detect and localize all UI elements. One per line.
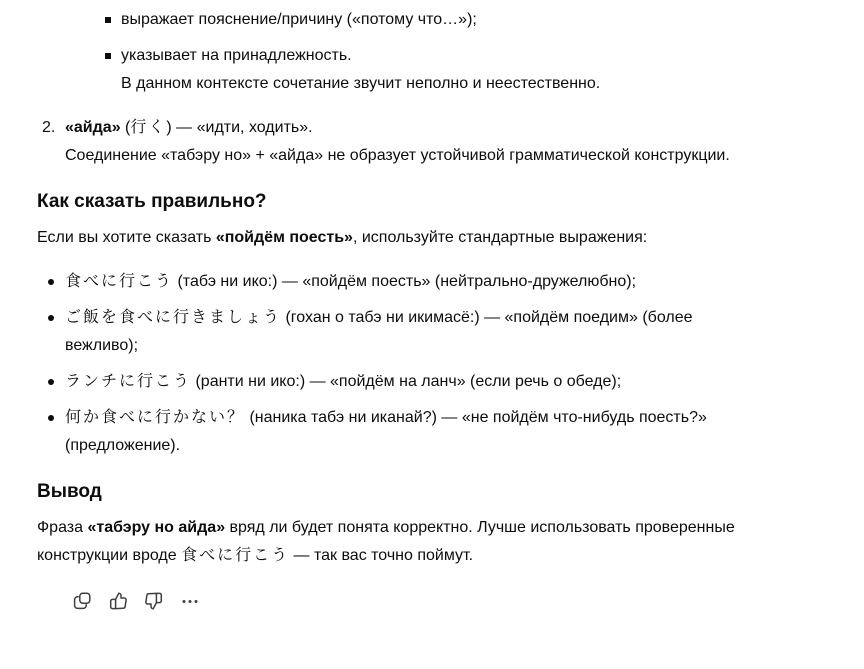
text-segment: вряд ли будет понята корректно. Лучше использовать проверенные конструкции вроде [37,519,735,564]
text-segment: 食べに行こう [65,273,174,290]
conclusion-paragraph [37,514,763,570]
text-segment: 何か食べに行かない？ [65,409,246,426]
list-item [105,6,763,34]
list-item [48,304,763,360]
list-item-body [65,114,763,170]
text-segment: ランチに行こう [65,373,192,390]
list-item-text [65,273,636,290]
text-segment: «табэру но айда» [87,519,226,536]
text-segment: указывает на принадлежность. [121,47,352,64]
text-segment: (табэ ни ико:) — «пойдём поесть» (нейтрально-дружелюбно); [173,273,637,290]
intro-paragraph [37,224,763,252]
section-heading-conclusion: Вывод [37,481,102,502]
text-segment: Соединение «табэру но» + «айда» не образует устойчивой грамматической конструкции. [65,147,730,164]
text-segment: , используйте стандартные выражения: [352,229,648,246]
thumbs-down-icon [143,590,165,612]
list-item [105,42,763,98]
list-item [48,368,763,396]
list-item-continuation [121,70,763,98]
text-segment: 行く [130,119,167,136]
thumbs-down-button[interactable] [139,586,169,616]
thumbs-up-icon [107,590,129,612]
sub-bullet-list [37,6,763,98]
copy-icon [71,590,93,612]
text-segment: В данном контексте сочетание звучит неполно и неестественно. [121,75,601,92]
section-heading-how-to-say: Как сказать правильно? [37,191,267,212]
list-item [48,404,763,460]
copy-button[interactable] [67,586,97,616]
list-item-text [121,11,477,28]
text-segment: ご飯を食べに行きましょう [65,309,282,326]
text-segment: 食べに行こう [181,547,290,564]
list-item-text [121,42,763,70]
message-action-bar [67,586,763,616]
text-segment: ) — «идти, ходить». [166,119,313,136]
list-item-text [65,114,763,142]
text-segment: «айда» [65,119,121,136]
list-item-text [65,309,693,354]
list-number: 2. [42,119,56,136]
list-item-continuation [65,142,763,170]
more-actions-button[interactable] [175,586,205,616]
more-icon [179,590,201,612]
list-item-text [65,373,621,390]
thumbs-up-button[interactable] [103,586,133,616]
text-segment: выражает пояснение/причину («потому что…»); [121,11,477,28]
numbered-list-item [37,114,763,170]
text-segment: (ранти ни ико:) — «пойдём на ланч» (если речь о обеде); [191,373,622,390]
text-segment: Фраза [37,519,88,536]
expressions-list [37,268,763,460]
text-segment: (наника табэ ни иканай?) — «не пойдём что-нибудь поесть?» (предложение). [65,409,707,454]
text-segment: (гохан о табэ ни икимасё:) — «пойдём поедим» (более вежливо); [65,309,693,354]
text-segment: ( [120,119,131,136]
list-item-text [65,409,707,454]
text-segment: «пойдём поесть» [215,229,353,246]
text-segment: — так вас точно поймут. [289,547,474,564]
list-item [48,268,763,296]
text-segment: Если вы хотите сказать [37,229,216,246]
